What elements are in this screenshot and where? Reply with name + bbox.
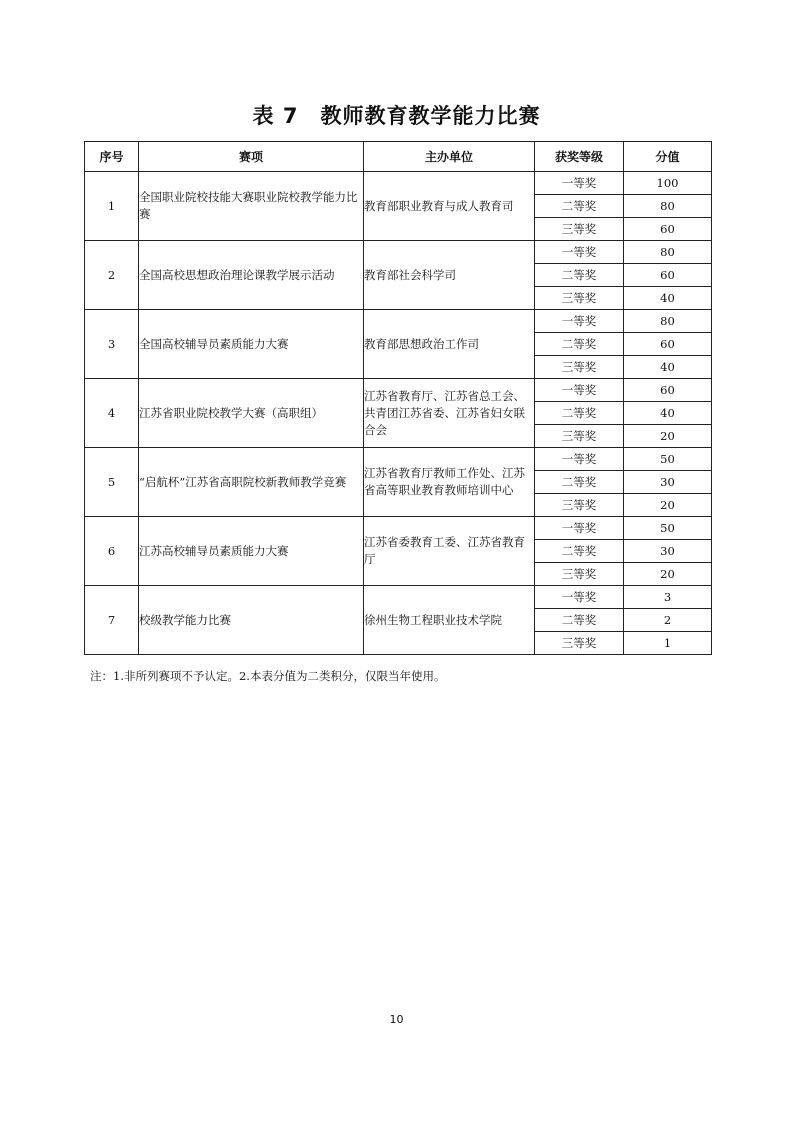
row-seq: 1 xyxy=(85,172,139,241)
award-score: 80 xyxy=(624,241,712,264)
award-level: 一等奖 xyxy=(535,379,624,402)
row-seq: 7 xyxy=(85,586,139,655)
header-event: 赛项 xyxy=(139,142,364,172)
row-event: 全国职业院校技能大赛职业院校教学能力比赛 xyxy=(139,172,364,241)
row-event: 全国高校思想政治理论课教学展示活动 xyxy=(139,241,364,310)
award-level: 三等奖 xyxy=(535,218,624,241)
award-score: 50 xyxy=(624,517,712,540)
header-level: 获奖等级 xyxy=(535,142,624,172)
award-level: 二等奖 xyxy=(535,333,624,356)
table-row xyxy=(85,379,712,402)
award-score: 50 xyxy=(624,448,712,471)
row-event: 江苏省职业院校教学大赛（高职组） xyxy=(139,379,364,448)
row-seq: 5 xyxy=(85,448,139,517)
header-seq: 序号 xyxy=(85,142,139,172)
table-row xyxy=(85,241,712,264)
award-score: 1 xyxy=(624,632,712,655)
row-organizer: 教育部职业教育与成人教育司 xyxy=(364,172,535,241)
row-organizer: 江苏省委教育工委、江苏省教育厅 xyxy=(364,517,535,586)
award-level: 二等奖 xyxy=(535,540,624,563)
table-row xyxy=(85,172,712,195)
award-score: 60 xyxy=(624,218,712,241)
row-event: “启航杯”江苏省高职院校新教师教学竞赛 xyxy=(139,448,364,517)
award-level: 二等奖 xyxy=(535,402,624,425)
award-level: 一等奖 xyxy=(535,586,624,609)
award-level: 一等奖 xyxy=(535,448,624,471)
row-organizer: 教育部社会科学司 xyxy=(364,241,535,310)
award-score: 20 xyxy=(624,425,712,448)
row-event: 江苏高校辅导员素质能力大赛 xyxy=(139,517,364,586)
row-organizer: 江苏省教育厅、江苏省总工会、共青团江苏省委、江苏省妇女联合会 xyxy=(364,379,535,448)
award-level: 三等奖 xyxy=(535,425,624,448)
awards-table xyxy=(84,141,712,655)
row-seq: 6 xyxy=(85,517,139,586)
row-event: 全国高校辅导员素质能力大赛 xyxy=(139,310,364,379)
award-score: 80 xyxy=(624,195,712,218)
award-score: 20 xyxy=(624,494,712,517)
table-header-row xyxy=(85,142,712,172)
row-organizer: 教育部思想政治工作司 xyxy=(364,310,535,379)
award-level: 二等奖 xyxy=(535,471,624,494)
award-level: 二等奖 xyxy=(535,609,624,632)
award-score: 40 xyxy=(624,402,712,425)
award-level: 二等奖 xyxy=(535,195,624,218)
award-level: 二等奖 xyxy=(535,264,624,287)
award-level: 三等奖 xyxy=(535,563,624,586)
table-row xyxy=(85,448,712,471)
award-score: 30 xyxy=(624,540,712,563)
award-score: 60 xyxy=(624,264,712,287)
award-level: 一等奖 xyxy=(535,172,624,195)
award-score: 40 xyxy=(624,356,712,379)
row-seq: 4 xyxy=(85,379,139,448)
award-level: 一等奖 xyxy=(535,310,624,333)
table-number: 表 7 xyxy=(252,104,299,128)
header-score: 分值 xyxy=(624,142,712,172)
row-seq: 3 xyxy=(85,310,139,379)
award-score: 20 xyxy=(624,563,712,586)
row-event: 校级教学能力比赛 xyxy=(139,586,364,655)
award-score: 2 xyxy=(624,609,712,632)
table-row xyxy=(85,517,712,540)
row-organizer: 徐州生物工程职业技术学院 xyxy=(364,586,535,655)
award-score: 100 xyxy=(624,172,712,195)
table-row xyxy=(85,310,712,333)
award-level: 一等奖 xyxy=(535,517,624,540)
header-organizer: 主办单位 xyxy=(364,142,535,172)
award-score: 60 xyxy=(624,333,712,356)
award-score: 80 xyxy=(624,310,712,333)
award-score: 40 xyxy=(624,287,712,310)
award-level: 三等奖 xyxy=(535,632,624,655)
award-score: 3 xyxy=(624,586,712,609)
page-number: 10 xyxy=(389,1013,404,1026)
award-level: 三等奖 xyxy=(535,356,624,379)
table-title: 教师教育教学能力比赛 xyxy=(320,104,541,128)
table-footnote: 注：1.非所列赛项不予认定。2.本表分值为二类积分，仅限当年使用。 xyxy=(90,669,446,683)
page-title xyxy=(0,100,793,130)
award-level: 三等奖 xyxy=(535,494,624,517)
award-score: 30 xyxy=(624,471,712,494)
row-seq: 2 xyxy=(85,241,139,310)
row-organizer: 江苏省教育厅教师工作处、江苏省高等职业教育教师培训中心 xyxy=(364,448,535,517)
award-level: 一等奖 xyxy=(535,241,624,264)
table-row xyxy=(85,586,712,609)
award-level: 三等奖 xyxy=(535,287,624,310)
award-score: 60 xyxy=(624,379,712,402)
